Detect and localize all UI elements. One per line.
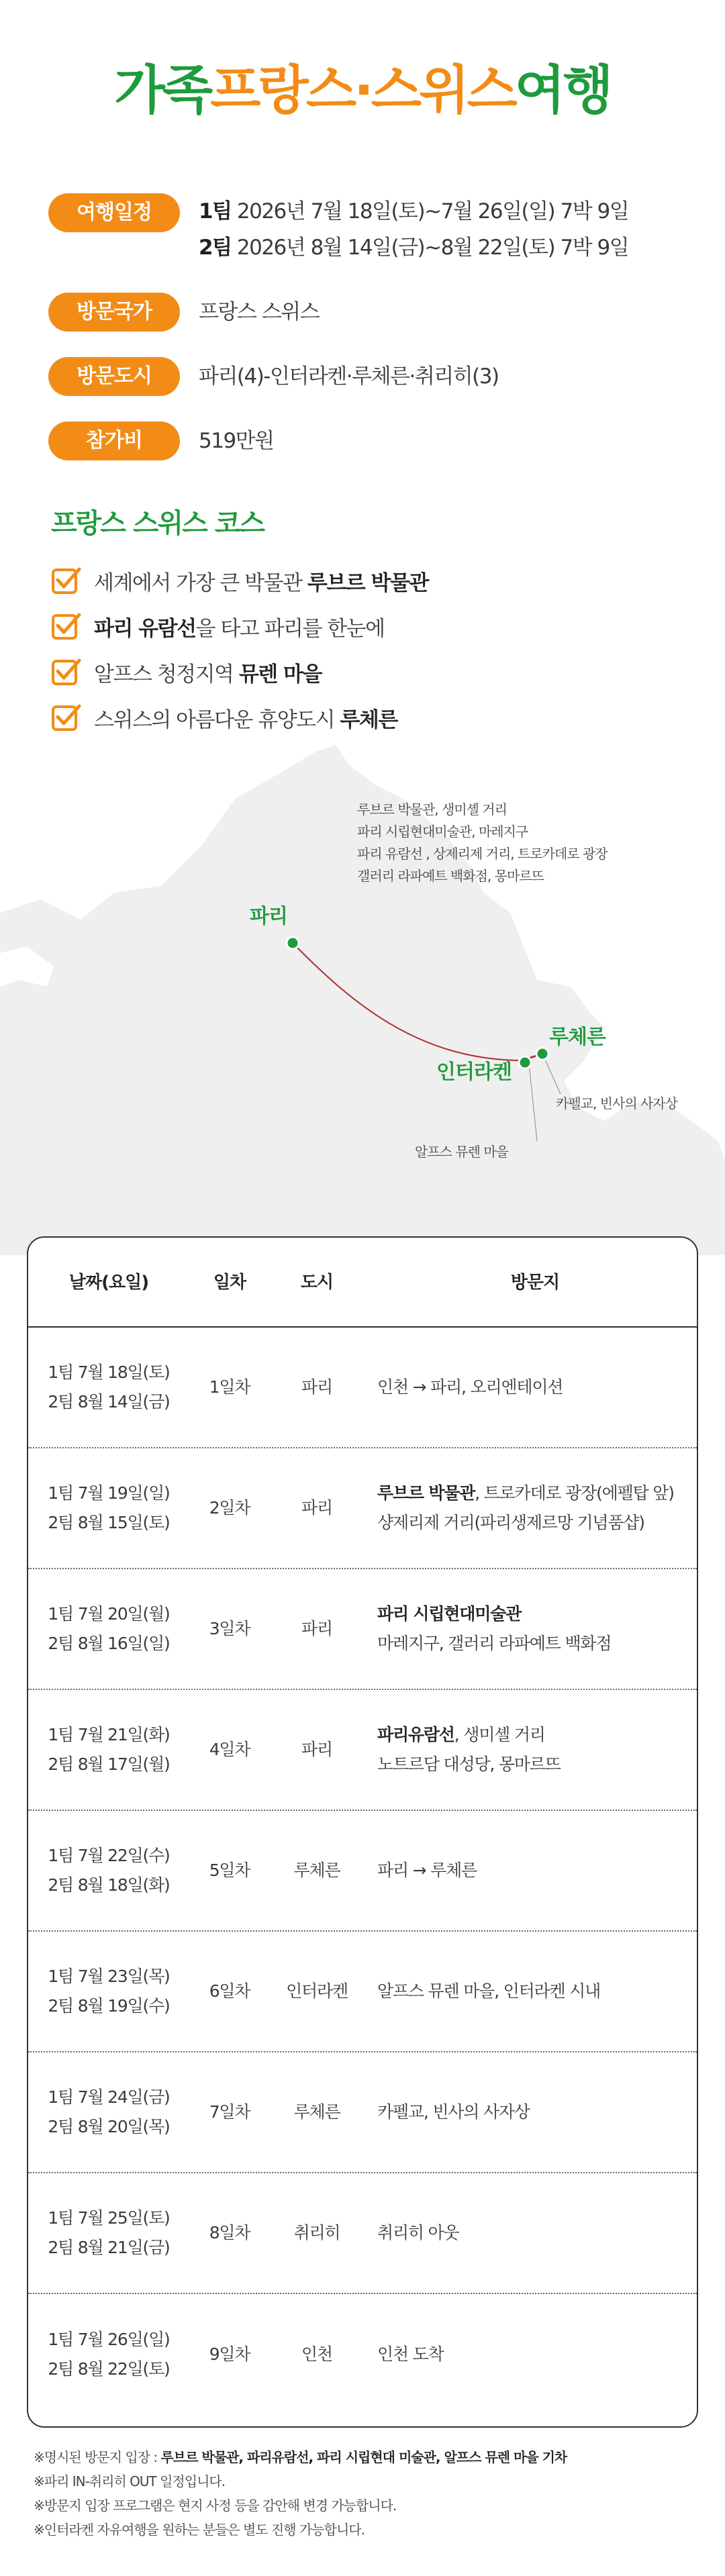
header-city: 도시 [300,1273,334,1293]
cell-visit [377,1811,693,1930]
visit-highlight: 루브르 박물관 [377,1483,475,1503]
visit-highlight: 파리유람선 [377,1725,454,1744]
table-row [28,1811,697,1932]
day-value: 5일차 [209,1861,250,1880]
visit-text: 인천 → 파리, 오리엔테이션 [377,1377,563,1397]
cell-date [28,2294,189,2415]
cell-date [28,1690,189,1810]
visit-text: 취리히 아웃 [377,2223,459,2242]
route-map [0,745,725,1255]
date-team2: 2팀 8월 19일(수) [48,1996,170,2016]
visit-text: 마레지구, 갤러리 라파예트 백화점 [377,1634,612,1653]
table-row [28,1690,697,1811]
date-team2: 2팀 8월 21일(금) [48,2238,170,2257]
visit-highlight: 파리 시립현대미술관 [377,1604,522,1624]
cell-day [189,1328,270,1447]
date-team2: 2팀 8월 16일(일) [48,1634,170,1653]
day-value: 2일차 [209,1498,250,1518]
cell-visit [377,2052,693,2172]
visit-text: , 생미셸 거리 [454,1725,545,1744]
date-team1: 1팀 7월 21일(화) [48,1725,170,1744]
interlaken-marker [519,1056,531,1069]
cell-visit [377,1569,693,1689]
city-value: 파리 [301,1619,332,1638]
fee-label: 참가비 [48,422,180,460]
cell-day [189,1932,270,2051]
day-value: 3일차 [209,1619,250,1638]
table-row [28,1328,697,1448]
table-row [28,2052,697,2173]
date-team1: 1팀 7월 18일(토) [48,1363,170,1382]
cell-day [189,1690,270,1810]
footnote: ※파리 IN-취리히 OUT 일정입니다. [34,2473,226,2489]
table-header [28,1238,697,1328]
table-row [28,2173,697,2294]
itinerary-table [27,1236,698,2428]
cell-day [189,2173,270,2293]
date-team1: 1팀 7월 22일(수) [48,1846,170,1865]
visit-line [377,2340,444,2369]
date-team1: 1팀 7월 24일(금) [48,2087,170,2107]
visit-line [377,2097,530,2127]
city-value: 인터라켄 [286,1981,348,2001]
paris-marker [287,937,299,949]
course-item-text: 스위스의 아름다운 휴양도시 루체른 [94,707,397,732]
schedule-label: 여행일정 [48,193,180,232]
cell-date [28,1569,189,1689]
cell-visit [377,1932,693,2051]
cell-date [28,1932,189,2051]
visit-line [377,1479,674,1508]
cell-visit [377,1690,693,1810]
cell-visit [377,2173,693,2293]
header-date: 날짜(요일) [68,1273,149,1293]
footnote: ※명시된 방문지 입장 : 루브르 박물관, 파리유람선, 파리 시립현대 미술관, 알프스 뮤렌 마을 기차 [34,2449,567,2465]
cell-city [270,1328,364,1447]
cell-day [189,1448,270,1568]
visit-line [377,1750,561,1779]
fee-value: 519만원 [199,429,274,453]
visit-text: , 트로카데로 광장(에펠탑 앞) [475,1483,674,1503]
course-item-text: 세계에서 가장 큰 박물관 루브르 박물관 [94,571,428,595]
cell-date [28,2052,189,2172]
schedule-team1: 1팀 2026년 7월 18일(토)~7월 26일(일) 7박 9일 [199,199,629,224]
date-team2: 2팀 8월 15일(토) [48,1513,170,1532]
cell-date [28,2173,189,2293]
cities-value: 파리(4)-인터라켄·루체른·취리히(3) [199,364,499,389]
visit-text: 알프스 뮤렌 마을, 인터라켄 시내 [377,1981,601,2001]
cell-date [28,1811,189,1930]
date-team1: 1팀 7월 19일(일) [48,1483,170,1503]
cell-date [28,1328,189,1447]
visit-line [377,1977,600,2006]
day-value: 7일차 [209,2102,250,2122]
date-team1: 1팀 7월 26일(일) [48,2330,170,2349]
cell-visit [377,1448,693,1568]
page-title [0,60,725,121]
cell-visit [377,2294,693,2415]
interlaken-note: 알프스 뮤렌 마을 [415,1144,508,1160]
title-countries: 프랑스·스위스 [210,60,515,121]
city-value: 파리 [301,1377,332,1397]
cell-day [189,1569,270,1689]
visit-line [377,2218,459,2248]
date-team2: 2팀 8월 14일(금) [48,1392,170,1411]
visit-line [377,1720,545,1750]
visit-line [377,1599,521,1629]
course-item [51,656,322,687]
cell-city [270,1569,364,1689]
header-visit: 방문지 [510,1273,560,1293]
header-day: 일차 [213,1273,246,1293]
cell-day [189,2294,270,2415]
cell-city [270,1448,364,1568]
date-team2: 2팀 8월 20일(목) [48,2117,170,2136]
paris-notes: 루브르 박물관, 생미셸 거리 파리 시립현대미술관, 마레지구 파리 유람선 , 상제리제 거리, 트로카데로 광장 갤러리 라파예트 백화점, 몽마르뜨 [357,801,608,884]
city-value: 취리히 [293,2223,340,2242]
footnote: ※인터라켄 자유여행을 원하는 분들은 별도 진행 가능합니다. [34,2522,365,2538]
cell-city [270,1932,364,2051]
visit-text: 노트르담 대성당, 몽마르뜨 [377,1754,561,1774]
countries-label: 방문국가 [48,293,180,332]
table-row [28,1569,697,1690]
visit-text: 카펠교, 빈사의 사자상 [377,2102,530,2122]
course-item-text: 파리 유람선을 타고 파리를 한눈에 [94,616,385,641]
city-value: 인천 [301,2344,332,2364]
course-title: 프랑스 스위스 코스 [51,508,264,539]
schedule-team2: 2팀 2026년 8월 14일(금)~8월 22일(토) 7박 9일 [199,236,629,260]
footnote: ※방문지 입장 프로그램은 현지 사정 등을 감안해 변경 가능합니다. [34,2497,397,2514]
table-row [28,2294,697,2415]
city-value: 루체른 [293,1861,340,1880]
course-item [51,702,397,733]
date-team1: 1팀 7월 20일(월) [48,1604,170,1624]
date-team2: 2팀 8월 17일(월) [48,1754,170,1774]
checkbox-icon [51,656,82,687]
day-value: 1일차 [209,1377,250,1397]
city-value: 파리 [301,1498,332,1518]
day-value: 9일차 [209,2344,250,2364]
lucerne-note: 카펠교, 빈사의 사자상 [556,1095,677,1111]
title-family: 가족 [114,60,211,121]
lucerne-marker [536,1048,548,1060]
table-row [28,1932,697,2052]
cell-city [270,1690,364,1810]
map-label-lucerne: 루체른 [549,1026,606,1049]
city-value: 루체른 [293,2102,340,2122]
map-label-interlaken: 인터라켄 [436,1060,512,1084]
cell-date [28,1448,189,1568]
visit-line [377,1508,644,1538]
footnotes [34,2445,705,2542]
cell-city [270,2052,364,2172]
cell-day [189,2052,270,2172]
table-row [28,1448,697,1569]
cell-visit [377,1328,693,1447]
checkbox-icon [51,611,82,642]
day-value: 8일차 [209,2223,250,2242]
visit-text: 인천 도착 [377,2344,444,2364]
visit-line [377,1629,611,1658]
course-item-text: 알프스 청정지역 뮤렌 마을 [94,662,322,687]
map-label-paris: 파리 [250,905,287,928]
date-team2: 2팀 8월 22일(토) [48,2359,170,2379]
visit-line [377,1856,477,1885]
cities-label: 방문도시 [48,357,180,396]
date-team1: 1팀 7월 23일(목) [48,1967,170,1986]
day-value: 4일차 [209,1740,250,1759]
countries-value: 프랑스 스위스 [199,300,320,324]
visit-line [377,1373,563,1402]
checkbox-icon [51,565,82,596]
day-value: 6일차 [209,1981,250,2001]
date-team2: 2팀 8월 18일(화) [48,1875,170,1895]
cell-city [270,2173,364,2293]
city-value: 파리 [301,1740,332,1759]
title-trip: 여행 [514,60,611,121]
date-team1: 1팀 7월 25일(토) [48,2208,170,2228]
course-item [51,565,428,596]
cell-city [270,1811,364,1930]
visit-text: 샹제리제 거리(파리생제르망 기념품샵) [377,1513,644,1532]
visit-text: 파리 → 루체른 [377,1861,477,1880]
checkbox-icon [51,702,82,733]
course-item [51,611,385,642]
cell-day [189,1811,270,1930]
cell-city [270,2294,364,2415]
